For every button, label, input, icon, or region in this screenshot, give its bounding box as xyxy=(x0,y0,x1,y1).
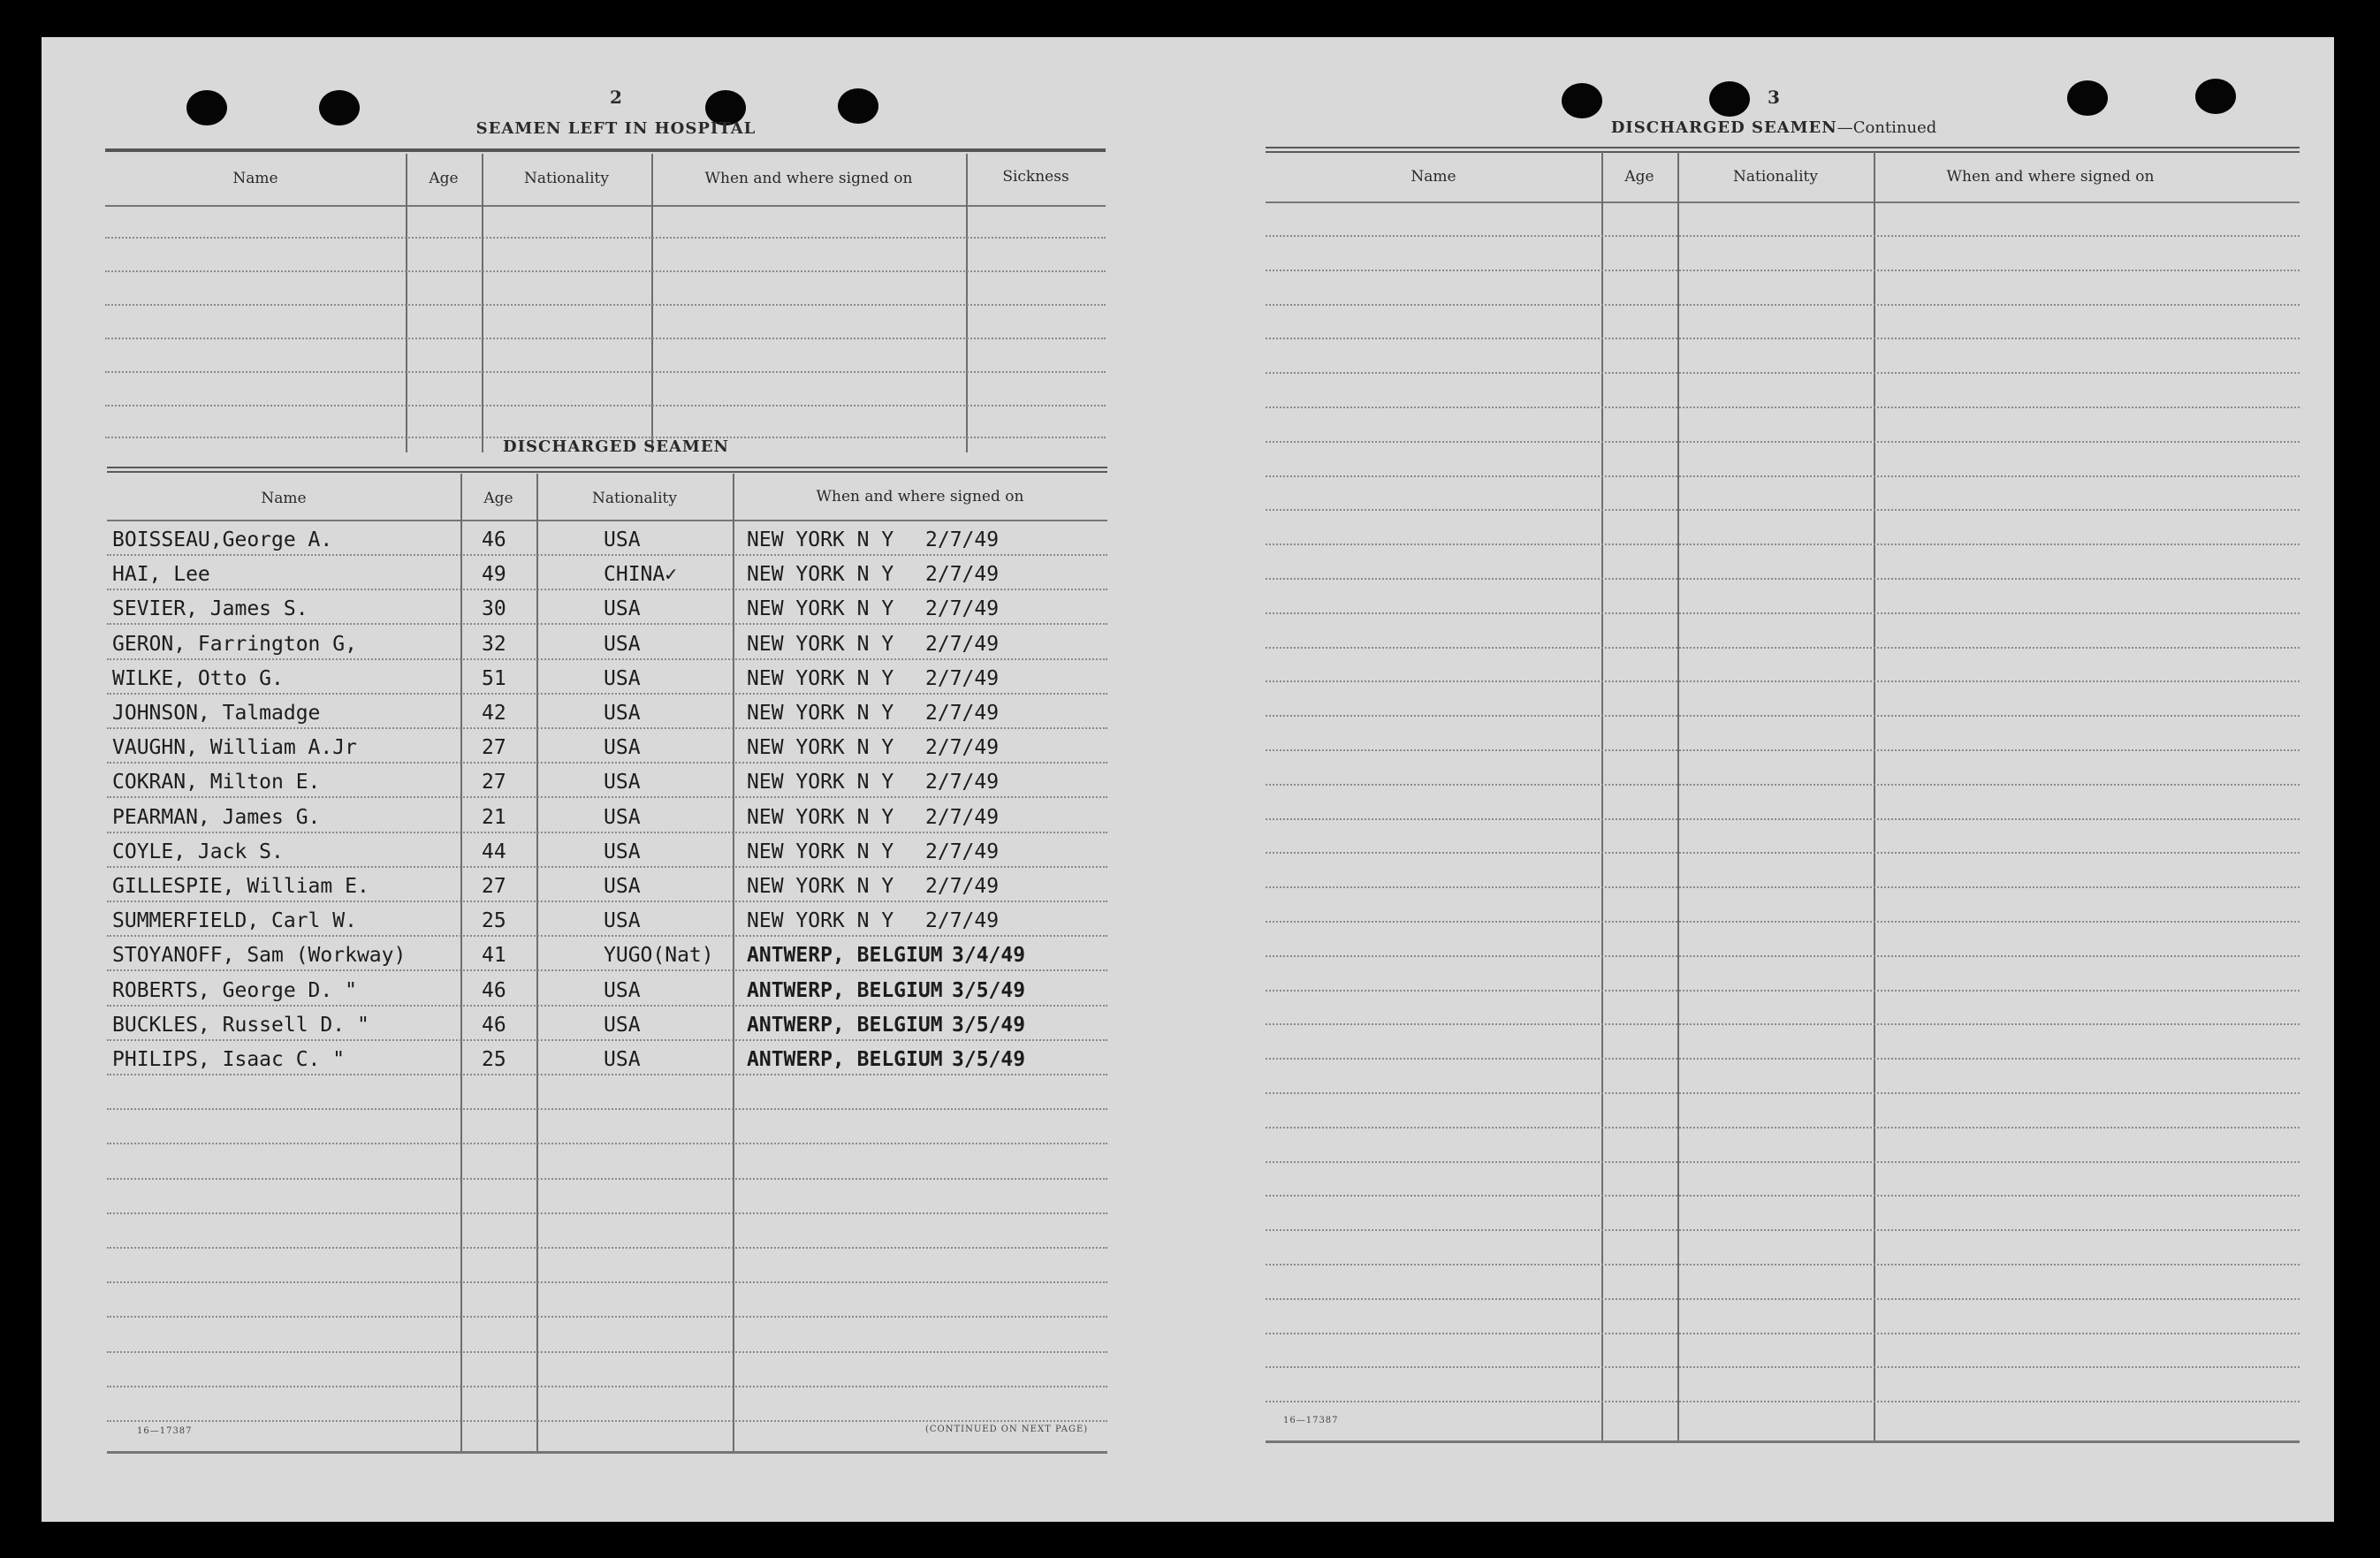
discharged-cell-name: PEARMAN, James G. xyxy=(112,806,321,829)
discharged-cell-age: 27 xyxy=(482,771,506,794)
hospital-col-age: Age xyxy=(429,170,459,187)
discharged-cell-age: 44 xyxy=(482,840,506,863)
discharged-cell-nationality: USA xyxy=(604,979,641,1002)
hospital-col-sickness: Sickness xyxy=(1002,168,1069,186)
discharged-cell-nationality: USA xyxy=(604,736,641,759)
discharged-col-signed-on: When and where signed on xyxy=(816,488,1024,505)
discharged-cell-place: NEW YORK N Y xyxy=(747,667,894,690)
discharged-cell-age: 25 xyxy=(482,1048,506,1071)
right-row-line xyxy=(1266,1092,2300,1094)
right-row-line xyxy=(1266,1023,2300,1025)
discharged-section-title: DISCHARGED SEAMEN xyxy=(502,437,730,456)
right-row-line xyxy=(1266,1401,2300,1402)
right-col-name: Name xyxy=(1411,168,1456,186)
right-row-line xyxy=(1266,1264,2300,1265)
page-number: 3 xyxy=(1768,87,1780,108)
discharged-cell-date: 2/7/49 xyxy=(925,667,1000,690)
right-col-divider xyxy=(1874,152,1875,1442)
right-row-line xyxy=(1266,1127,2300,1129)
right-row-line xyxy=(1266,680,2300,682)
discharged-cell-nationality: USA xyxy=(604,806,641,829)
discharged-cell-age: 27 xyxy=(482,736,506,759)
discharged-cell-place: NEW YORK N Y xyxy=(747,806,894,829)
right-col-divider xyxy=(1601,152,1603,1442)
right-row-line xyxy=(1266,270,2300,271)
right-row-line xyxy=(1266,475,2300,477)
discharged-cell-date: 2/7/49 xyxy=(925,909,1000,932)
discharged-cell-name: VAUGHN, William A.Jr xyxy=(112,736,357,759)
right-row-line xyxy=(1266,886,2300,888)
discharged-cell-place: NEW YORK N Y xyxy=(747,875,894,898)
discharged-cell-age: 25 xyxy=(482,909,506,932)
discharged-cell-place: NEW YORK N Y xyxy=(747,633,894,656)
discharged-cell-name: ROBERTS, George D. " xyxy=(112,979,357,1002)
right-col-signed-on: When and where signed on xyxy=(1946,168,2155,186)
discharged-cell-name: BOISSEAU,George A. xyxy=(112,528,333,551)
discharged-cell-age: 32 xyxy=(482,633,506,656)
discharged-cell-nationality: USA xyxy=(604,667,641,690)
discharged-cell-nationality: USA xyxy=(604,875,641,898)
continued-title-suffix: —Continued xyxy=(1836,118,1937,137)
right-row-line xyxy=(1266,990,2300,992)
discharged-cell-name: SUMMERFIELD, Carl W. xyxy=(112,909,357,932)
discharged-cell-name: GERON, Farrington G, xyxy=(112,633,357,656)
discharged-cell-name: COYLE, Jack S. xyxy=(112,840,284,863)
discharged-cell-name: COKRAN, Milton E. xyxy=(112,771,321,794)
discharged-cell-nationality: USA xyxy=(604,528,641,551)
discharged-cell-nationality: USA xyxy=(604,702,641,725)
discharged-cell-date: 3/5/49 xyxy=(952,1048,1026,1071)
discharged-cell-place: ANTWERP, BELGIUM xyxy=(747,1014,943,1037)
discharged-cell-date: 2/7/49 xyxy=(925,528,1000,551)
discharged-cell-name: WILKE, Otto G. xyxy=(112,667,284,690)
discharged-cell-date: 2/7/49 xyxy=(925,806,1000,829)
discharged-cell-place: NEW YORK N Y xyxy=(747,563,894,586)
discharged-col-age: Age xyxy=(483,490,513,507)
discharged-cell-place: NEW YORK N Y xyxy=(747,528,894,551)
right-row-line xyxy=(1266,852,2300,854)
discharged-cell-age: 41 xyxy=(482,944,506,967)
right-row-line xyxy=(1266,304,2300,306)
discharged-cell-place: NEW YORK N Y xyxy=(747,771,894,794)
right-col-nationality: Nationality xyxy=(1733,168,1818,186)
discharged-cell-place: NEW YORK N Y xyxy=(747,840,894,863)
right-row-line xyxy=(1266,338,2300,339)
discharged-cell-age: 21 xyxy=(482,806,506,829)
right-row-line xyxy=(1266,578,2300,580)
right-row-line xyxy=(1266,1333,2300,1334)
discharged-cell-nationality: YUGO(Nat) xyxy=(604,944,714,967)
discharged-cell-date: 2/7/49 xyxy=(925,771,1000,794)
discharged-cell-nationality: USA xyxy=(604,771,641,794)
discharged-cell-date: 2/7/49 xyxy=(925,633,1000,656)
discharged-cell-age: 46 xyxy=(482,979,506,1002)
right-row-line xyxy=(1266,1195,2300,1197)
discharged-cell-date: 2/7/49 xyxy=(925,597,1000,620)
right-col-age: Age xyxy=(1624,168,1654,186)
right-row-line xyxy=(1266,372,2300,374)
continued-section-title xyxy=(1544,118,2004,137)
right-row-line xyxy=(1266,1058,2300,1060)
discharged-cell-date: 2/7/49 xyxy=(925,840,1000,863)
right-row-line xyxy=(1266,749,2300,751)
discharged-cell-name: GILLESPIE, William E. xyxy=(112,875,369,898)
right-row-line xyxy=(1266,1298,2300,1300)
discharged-cell-nationality: USA xyxy=(604,597,641,620)
document-sheet xyxy=(42,37,2334,1522)
right-page xyxy=(42,37,2334,1522)
right-row-line xyxy=(1266,1161,2300,1163)
discharged-cell-date: 2/7/49 xyxy=(925,736,1000,759)
discharged-cell-age: 30 xyxy=(482,597,506,620)
discharged-cell-nationality: USA xyxy=(604,840,641,863)
discharged-cell-name: HAI, Lee xyxy=(112,563,210,586)
discharged-cell-name: BUCKLES, Russell D. " xyxy=(112,1014,369,1037)
hospital-col-signed-on: When and where signed on xyxy=(704,170,913,187)
hospital-section-title: SEAMEN LEFT IN HOSPITAL xyxy=(475,119,757,138)
discharged-cell-name: STOYANOFF, Sam (Workway) xyxy=(112,944,407,967)
right-row-line xyxy=(1266,955,2300,957)
right-row-line xyxy=(1266,647,2300,649)
discharged-cell-place: NEW YORK N Y xyxy=(747,597,894,620)
right-row-line xyxy=(1266,1366,2300,1368)
continued-note: (CONTINUED ON NEXT PAGE) xyxy=(925,1425,1089,1434)
discharged-cell-place: ANTWERP, BELGIUM xyxy=(747,979,943,1002)
discharged-cell-age: 49 xyxy=(482,563,506,586)
discharged-cell-nationality: USA xyxy=(604,909,641,932)
form-number: 16—17387 xyxy=(137,1426,193,1436)
discharged-cell-name: SEVIER, James S. xyxy=(112,597,308,620)
discharged-cell-nationality: CHINA✓ xyxy=(604,563,678,586)
right-row-line xyxy=(1266,543,2300,545)
discharged-cell-age: 42 xyxy=(482,702,506,725)
discharged-cell-age: 46 xyxy=(482,1014,506,1037)
discharged-cell-place: ANTWERP, BELGIUM xyxy=(747,1048,943,1071)
discharged-cell-name: JOHNSON, Talmadge xyxy=(112,702,321,725)
discharged-cell-place: NEW YORK N Y xyxy=(747,702,894,725)
right-row-line xyxy=(1266,441,2300,443)
discharged-cell-age: 51 xyxy=(482,667,506,690)
discharged-col-name: Name xyxy=(261,490,307,507)
form-number: 16—17387 xyxy=(1283,1416,1339,1425)
discharged-cell-place: ANTWERP, BELGIUM xyxy=(747,944,943,967)
page-number: 2 xyxy=(610,87,622,108)
discharged-cell-place: NEW YORK N Y xyxy=(747,736,894,759)
discharged-cell-date: 2/7/49 xyxy=(925,563,1000,586)
right-row-line xyxy=(1266,818,2300,820)
discharged-cell-date: 3/5/49 xyxy=(952,1014,1026,1037)
discharged-cell-date: 3/5/49 xyxy=(952,979,1026,1002)
hospital-col-name: Name xyxy=(232,170,278,187)
discharged-cell-nationality: USA xyxy=(604,1048,641,1071)
right-row-line xyxy=(1266,509,2300,511)
right-row-line xyxy=(1266,407,2300,408)
discharged-cell-age: 46 xyxy=(482,528,506,551)
discharged-cell-place: NEW YORK N Y xyxy=(747,909,894,932)
right-bottom-rule xyxy=(1266,1440,2300,1443)
right-row-line xyxy=(1266,1229,2300,1231)
continued-title-main: DISCHARGED SEAMEN xyxy=(1610,118,1837,137)
right-top-rule xyxy=(1266,147,2300,153)
discharged-cell-nationality: USA xyxy=(604,633,641,656)
right-row-line xyxy=(1266,612,2300,614)
discharged-col-nationality: Nationality xyxy=(592,490,677,507)
discharged-cell-date: 2/7/49 xyxy=(925,702,1000,725)
right-row-line xyxy=(1266,921,2300,923)
right-header-rule xyxy=(1266,201,2300,203)
discharged-cell-age: 27 xyxy=(482,875,506,898)
discharged-cell-date: 2/7/49 xyxy=(925,875,1000,898)
right-col-divider xyxy=(1677,152,1679,1442)
right-row-line xyxy=(1266,235,2300,237)
right-row-line xyxy=(1266,784,2300,786)
discharged-cell-nationality: USA xyxy=(604,1014,641,1037)
hospital-col-nationality: Nationality xyxy=(524,170,609,187)
right-row-line xyxy=(1266,715,2300,717)
discharged-cell-name: PHILIPS, Isaac C. " xyxy=(112,1048,346,1071)
discharged-cell-date: 3/4/49 xyxy=(952,944,1026,967)
